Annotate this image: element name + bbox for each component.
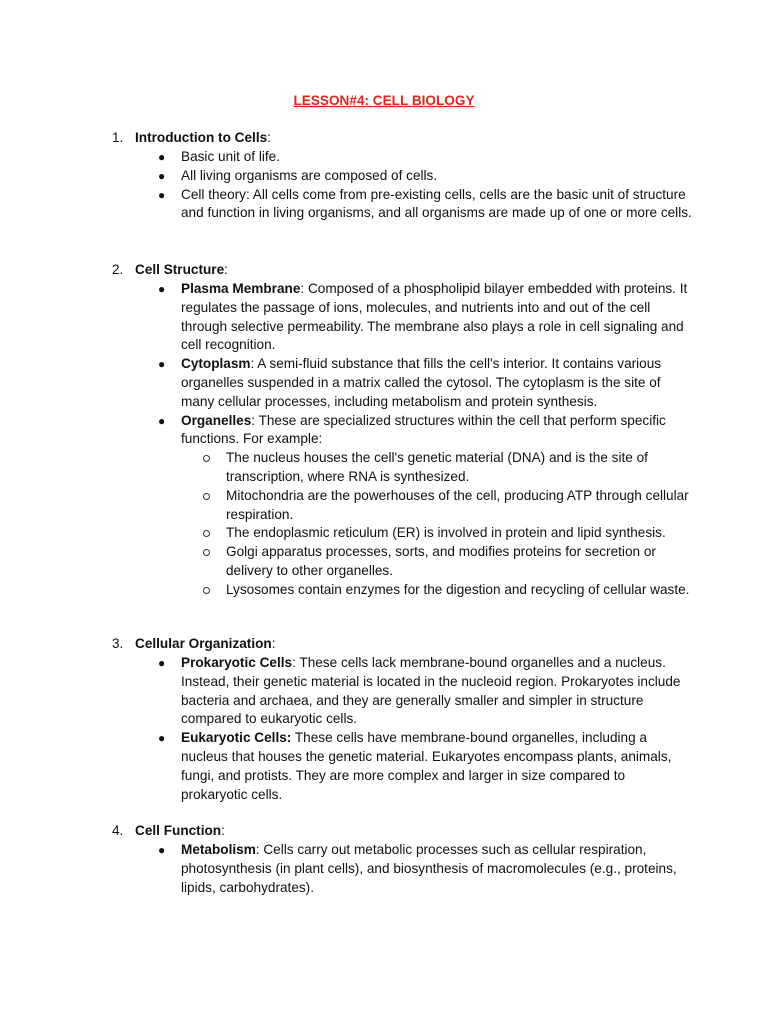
list-item: ● All living organisms are composed of cells. — [181, 167, 692, 186]
sub-list-item: Mitochondria are the powerhouses of the cell, producing ATP through cellular respiration. — [226, 487, 692, 525]
list-item: ● Cytoplasm: A semi-fluid substance that fills the cell's interior. It contains various organelles suspended in a matrix called the cytosol. The cytoplasm is the site of many cellular processes, including metabolism and protein synthesis. — [158, 356, 662, 409]
bullet-icon: ● — [158, 656, 166, 670]
bullet-list — [112, 148, 692, 223]
section-title: Introduction to Cells — [135, 130, 268, 145]
term: Cytoplasm — [181, 356, 251, 372]
bullet-icon: ● — [158, 150, 166, 164]
term: Plasma Membrane — [181, 281, 301, 296]
section-introduction-to-cells — [112, 129, 692, 223]
hollow-bullet-icon — [203, 530, 210, 537]
section-title: Cell Structure — [135, 262, 225, 277]
sub-list-item: The nucleus houses the cell's genetic material (DNA) and is the site of transcription, where RNA is synthesized. — [226, 449, 692, 487]
list-item: ● Basic unit of life. — [181, 148, 692, 167]
section-number: 3. — [112, 636, 124, 651]
sub-list — [181, 449, 692, 599]
bullet-icon: ● — [158, 413, 166, 428]
section-title: Cell Function — [135, 823, 222, 838]
bullet-icon: ● — [158, 168, 166, 183]
section-heading: 4. Cell Function: — [112, 822, 692, 841]
section-cell-function — [112, 822, 692, 897]
sub-list-item: Lysosomes contain enzymes for the digestion and recycling of cellular waste. — [226, 581, 692, 600]
term: Eukaryotic Cells: — [181, 730, 292, 746]
term: Prokaryotic Cells — [181, 655, 293, 670]
hollow-bullet-icon — [203, 549, 210, 556]
list-item: ● Eukaryotic Cells: These cells have membrane-bound organelles, including a nucleus that houses the genetic material. Eukaryotes encompass plants, animals, fungi, and protists. They are more complex and larger in size compared to prokaryotic cells. — [158, 730, 672, 802]
section-cellular-organization — [112, 635, 692, 804]
section-heading: 2. Cell Structure: — [112, 261, 692, 280]
list-item: ● Metabolism: Cells carry out metabolic processes such as cellular respiration, photosynthesis (in plant cells), and biosynthesis of macromolecules (e.g., proteins, lipids, carbohydrates). — [158, 842, 677, 895]
bullet-list — [112, 841, 692, 897]
page-title: LESSON#4: CELL BIOLOGY — [293, 93, 475, 108]
list-item: ● Prokaryotic Cells: These cells lack membrane-bound organelles and a nucleus. Instead, their genetic material is located in the nucleoid region. Prokaryotes include bacteria and archaea, and they are generally smaller and simpler in structure compared to eukaryotic cells. — [158, 655, 681, 727]
section-title: Cellular Organization — [135, 636, 272, 651]
section-cell-structure — [112, 261, 692, 600]
bullet-icon: ● — [158, 731, 166, 746]
bullet-list — [112, 654, 692, 804]
bullet-list — [112, 280, 692, 600]
hollow-bullet-icon — [203, 587, 210, 594]
bullet-icon: ● — [158, 843, 166, 857]
hollow-bullet-icon — [203, 455, 210, 462]
bullet-icon: ● — [158, 187, 166, 202]
sub-list-item: The endoplasmic reticulum (ER) is involved in protein and lipid synthesis. — [226, 524, 692, 543]
section-heading: 3. Cellular Organization: — [112, 635, 692, 654]
list-item: ● Cell theory: All cells come from pre-existing cells, cells are the basic unit of structure and function in living organisms, and all organisms are made up of one or more cells. — [158, 186, 692, 221]
section-number: 2. — [112, 262, 124, 277]
sub-list-item: Golgi apparatus processes, sorts, and modifies proteins for secretion or delivery to other organelles. — [226, 543, 692, 581]
term: Organelles — [181, 412, 252, 428]
bullet-icon: ● — [158, 357, 166, 372]
term: Metabolism — [181, 842, 256, 857]
section-number: 4. — [112, 823, 124, 838]
list-item: ● Plasma Membrane: Composed of a phospholipid bilayer embedded with proteins. It regulates the passage of ions, molecules, and nutrients into and out of the cell through selective permeability. The membrane also plays a role in cell signaling and cell recognition. — [158, 281, 688, 353]
hollow-bullet-icon — [203, 493, 210, 500]
section-heading: 1. Introduction to Cells: — [112, 129, 692, 148]
list-item: ● Organelles: These are specialized structures within the cell that perform specific functions. For example: The nucleus houses the cell's genetic material (DNA) and is the site of transcription, where RNA is synthesized. Mitochondria are the powerhouses of the cell, producing ATP through cellular respiration. The endoplasmic reticulum (ER) is involved in protein and lipid synthesis. Golgi apparatus processes, sorts, and modifies proteins for secretion or delivery to other organelles. Lysosomes contain enzymes for the digestion and recycling of cellular waste. — [181, 412, 692, 600]
bullet-icon: ● — [158, 282, 166, 296]
section-number: 1. — [112, 130, 124, 145]
